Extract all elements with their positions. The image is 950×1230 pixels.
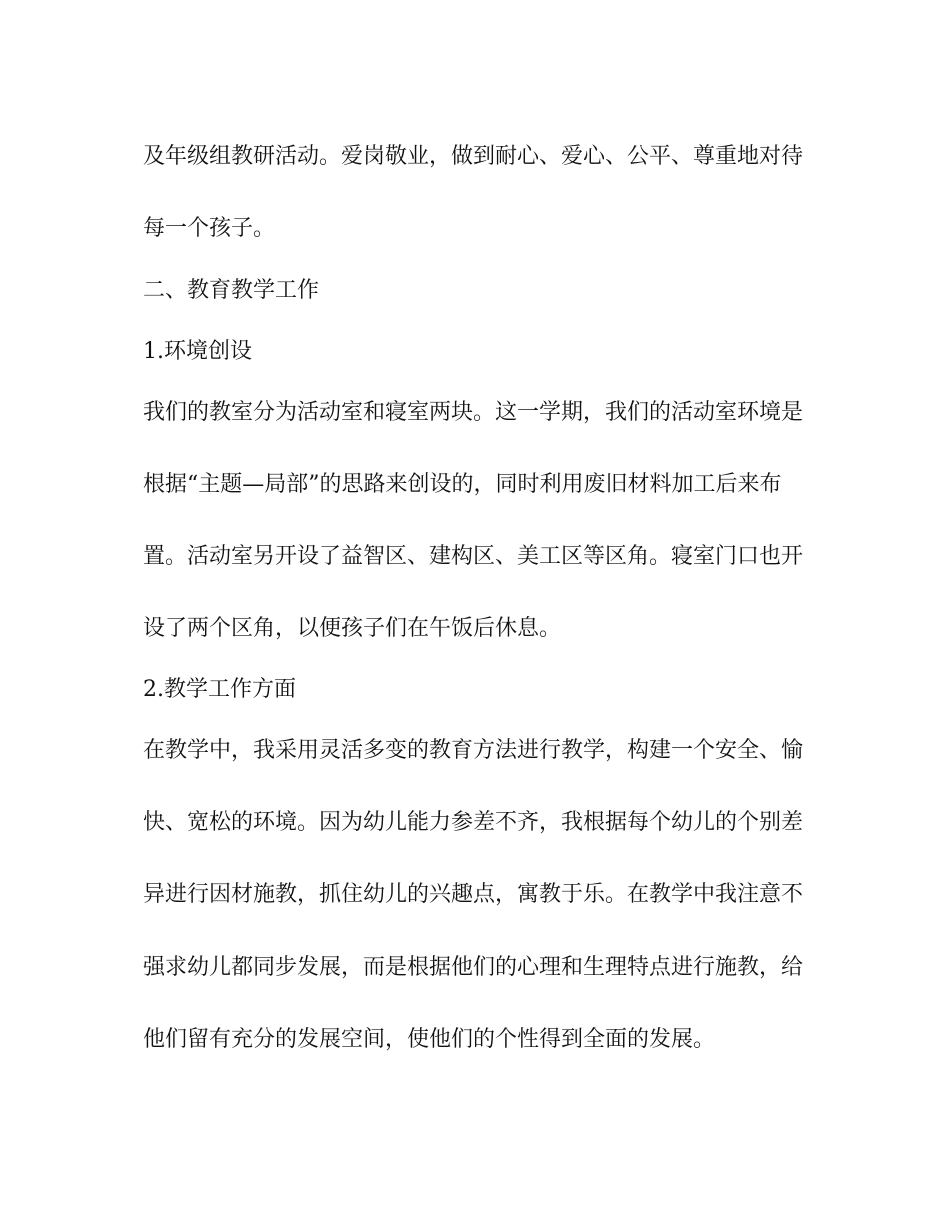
paragraph-line: 及年级组教研活动。爱岗敬业，做到耐心、爱心、公平、尊重地对待 <box>143 144 804 169</box>
paragraph-line: 异进行因材施教，抓住幼儿的兴趣点，寓教于乐。在教学中我注意不 <box>143 882 804 907</box>
subsection-heading: 1.环境创设 <box>143 339 252 364</box>
paragraph-line: 强求幼儿都同步发展，而是根据他们的心理和生理特点进行施教，给 <box>143 955 804 980</box>
paragraph-line: 我们的教室分为活动室和寝室两块。这一学期，我们的活动室环境是 <box>143 400 804 425</box>
paragraph-line: 设了两个区角，以便孩子们在午饭后休息。 <box>143 616 562 641</box>
subsection-heading: 2.教学工作方面 <box>143 677 296 702</box>
paragraph-line: 每一个孩子。 <box>143 216 276 241</box>
paragraph-line: 根据“主题—局部”的思路来创设的，同时利用废旧材料加工后来布 <box>143 472 782 497</box>
paragraph-line: 置。活动室另开设了益智区、建构区、美工区等区角。寝室门口也开 <box>143 544 804 569</box>
section-heading: 二、教育教学工作 <box>143 278 320 303</box>
paragraph-line: 快、宽松的环境。因为幼儿能力参差不齐，我根据每个幼儿的个别差 <box>143 810 804 835</box>
paragraph-line: 在教学中，我采用灵活多变的教育方法进行教学，构建一个安全、愉 <box>143 738 804 763</box>
paragraph-line: 他们留有充分的发展空间，使他们的个性得到全面的发展。 <box>143 1027 716 1052</box>
